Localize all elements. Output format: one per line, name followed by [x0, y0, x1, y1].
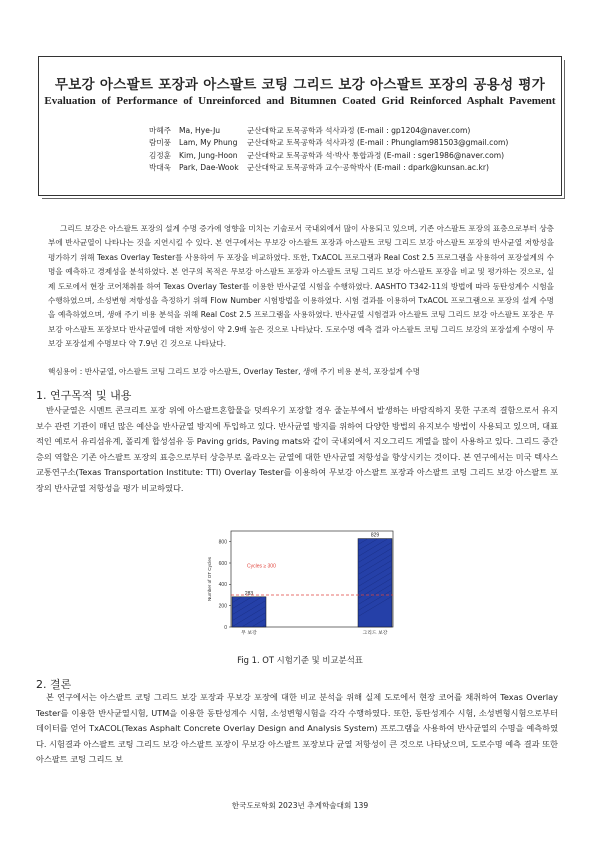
author-affiliation: 군산대학교 토목공학과 교수·공학박사 (E-mail : dpark@kunsan.ac.kr): [247, 163, 489, 173]
author-affiliation: 군산대학교 토목공학과 석사과정 (E-mail : gp1204@naver.com): [247, 126, 471, 135]
section-heading: 1. 연구목적 및 내용: [36, 389, 132, 402]
data-label: 283: [244, 590, 254, 597]
author-name-korean: 람미풍: [149, 138, 172, 148]
paper-title-english: Evaluation of Performance of Unreinforced and Bitumnen Coated Grid Reinforced Asphalt Pavement: [44, 95, 556, 107]
title-box: [38, 56, 562, 196]
y-tick-label: 400: [218, 582, 227, 589]
y-tick-label: 800: [218, 539, 227, 546]
author-affiliation: 군산대학교 토목공학과 석·박사 통합과정 (E-mail : sger1986@naver.com): [247, 150, 505, 160]
ot-cycles-bar-chart: [201, 523, 400, 644]
author-affiliation: 군산대학교 토목공학과 석사과정 (E-mail : Phunglam981503@gmail.com): [247, 138, 509, 148]
data-label: 829: [370, 532, 380, 539]
author-name-korean: 김정훈: [149, 150, 172, 160]
author-list: [149, 125, 537, 175]
author-name-korean: 박대욱: [149, 163, 172, 173]
section-body: 반사균열은 시멘트 콘크리트 포장 위에 아스팔트혼합물을 덧씌우기 포장할 경우 줄눈부에서 발생하는 바람직하지 못한 구조적 결함으로서 유지보수 관련 기관이 매년 많은 예산을 반사균열 방지에 투입하고 있다. 반사균열 방지를 위하여 다양한 방법의 유지보수 방법이 사용되고 있으며, 대표적인 예로서 유리섬유계, 폴리계 합성섬유 등 Paving grids, Paving mats와 같이 국내외에서 지오그리드 계열을 많이 사용하고 있다. 그리드 중간층의 역할은 기존 아스팔트 포장의 표층으로부터 상층부로 올라오는 균열에 대한 반사균열 저항성을 향상시키는 것이다. 본 연구에서는 미국 텍사스교통연구소(Texas Transportation Institute: TTI) Overlay Tester를 이용하여 무보강 아스팔트 포장과 아스팔트 코팅 그리드 보강 아스팔트 포장의 반사균열 저항성을 평가 비교하였다.: [36, 405, 558, 493]
author-name-english: Ma, Hye-Ju: [179, 126, 221, 135]
author-name-english: Lam, My Phung: [179, 138, 238, 148]
abstract: 그리드 보강은 아스팔트 포장의 설계 수명 증가에 영향을 미치는 기술로서 국내외에서 많이 사용되고 있으며, 기존 아스팔트 포장의 표층으로부터 상층부에 반사균열이 나타나는 것을 지연시킬 수 있다. 본 연구에서는 무보강 아스팔트 포장과 아스팔트 코팅 그리드 보강 아스팔트 포장의 반사균열 저항성을 평가하기 위해 Texas Overlay Tester를 사용하여 두 포장을 비교하였다. 또한, TxACOL 프로그램과 Real Cost 2.5 프로그램을 사용하여 포장설계의 수명을 예측하고 경제성을 분석하였다. 본 연구의 목적은 무보강 아스팔트 포장과 아스팔트 코팅 그리드 보강 아스팔트 포장을 비교 및 평가하는 것으로, 실제 도로에서 현장 코어채취를 하여 Texas Overlay Tester를 이용한 반사균열 시험을 수행하였다. AASHTO T342-11의 방법에 따라 동탄성계수 시험을 수행하였으며, 소성변형 저항성을 측정하기 위해 Flow Number 시험방법을 이용하였다. 시험 결과를 이용하여 TxACOL 프로그램으로 포장의 설계 수명을 예측하였으며, 생애 주기 비용 분석을 위해 Real Cost 2.5 프로그램을 사용하였다. 반사균열 시험결과 아스팔트 코팅 그리드 보강 아스팔트 포장은 무보강 아스팔트 포장보다 반사균열에 대한 저항성이 약 2.9배 높은 것으로 나타났다. 도로수명 예측 결과 아스팔트 코팅 그리드 보강의 포장설계 수명이 무보강 포장설계 수명보다 약 7.9년 긴 것으로 나타났다.: [48, 224, 554, 349]
author-name-english: Kim, Jung-Hoon: [179, 150, 238, 160]
figure-caption: Fig 1. OT 시험기준 및 비교분석표: [237, 655, 363, 665]
author-name-english: Park, Dae-Wook: [179, 163, 239, 173]
section-heading: 2. 결론: [36, 678, 72, 691]
author-name-korean: 마헤주: [149, 126, 172, 135]
threshold-label: Cycles ≥ 300: [247, 563, 276, 570]
x-tick-label: 무 보강: [241, 631, 257, 636]
author-row: [149, 125, 537, 137]
paper-title-korean: 무보강 아스팔트 포장과 아스팔트 코팅 그리드 보강 아스팔트 포장의 공용성 평가: [54, 77, 546, 93]
y-tick-label: 200: [218, 603, 227, 610]
x-tick-label: 그리드 보강: [362, 631, 388, 636]
author-row: [149, 162, 537, 174]
page-footer: 한국도로학회 2023년 추계학술대회 139: [231, 801, 369, 810]
y-axis-label: Number of OT Cycles: [207, 556, 212, 602]
section-body: 본 연구에서는 아스팔트 코팅 그리드 보강 포장과 무보강 포장에 대한 비교 분석을 위해 실제 도로에서 현장 코어를 채취하여 Texas Overlay Tester를 이용한 반사균열시험, UTM을 이용한 동탄성계수 시험, 소성변형시험을 각각 수행하였다. 또한, 동탄성계수 시험, 소성변형시험으로부터 데이터를 얻어 TxACOL(Texas Asphalt Concrete Overlay Design and Analysis System) 프로그램을 사용하여 반사균열의 수명을 예측하였다. 시험결과 아스팔트 코팅 그리드 보강 아스팔트 포장이 무보강 아스팔트 포장보다 균열 저항성이 큰 것으로 나타났으며, 도로수명 예측 결과 또한 아스팔트 코팅 그리드 보: [36, 692, 558, 765]
y-tick-label: 600: [218, 560, 227, 567]
author-row: [149, 137, 537, 149]
keywords: 핵심용어 : 반사균열, 아스팔트 코팅 그리드 보강 아스팔트, Overlay Tester, 생애 주기 비용 분석, 포장설계 수명: [48, 367, 421, 376]
y-tick-label: 0: [224, 624, 227, 631]
author-row: [149, 150, 537, 162]
